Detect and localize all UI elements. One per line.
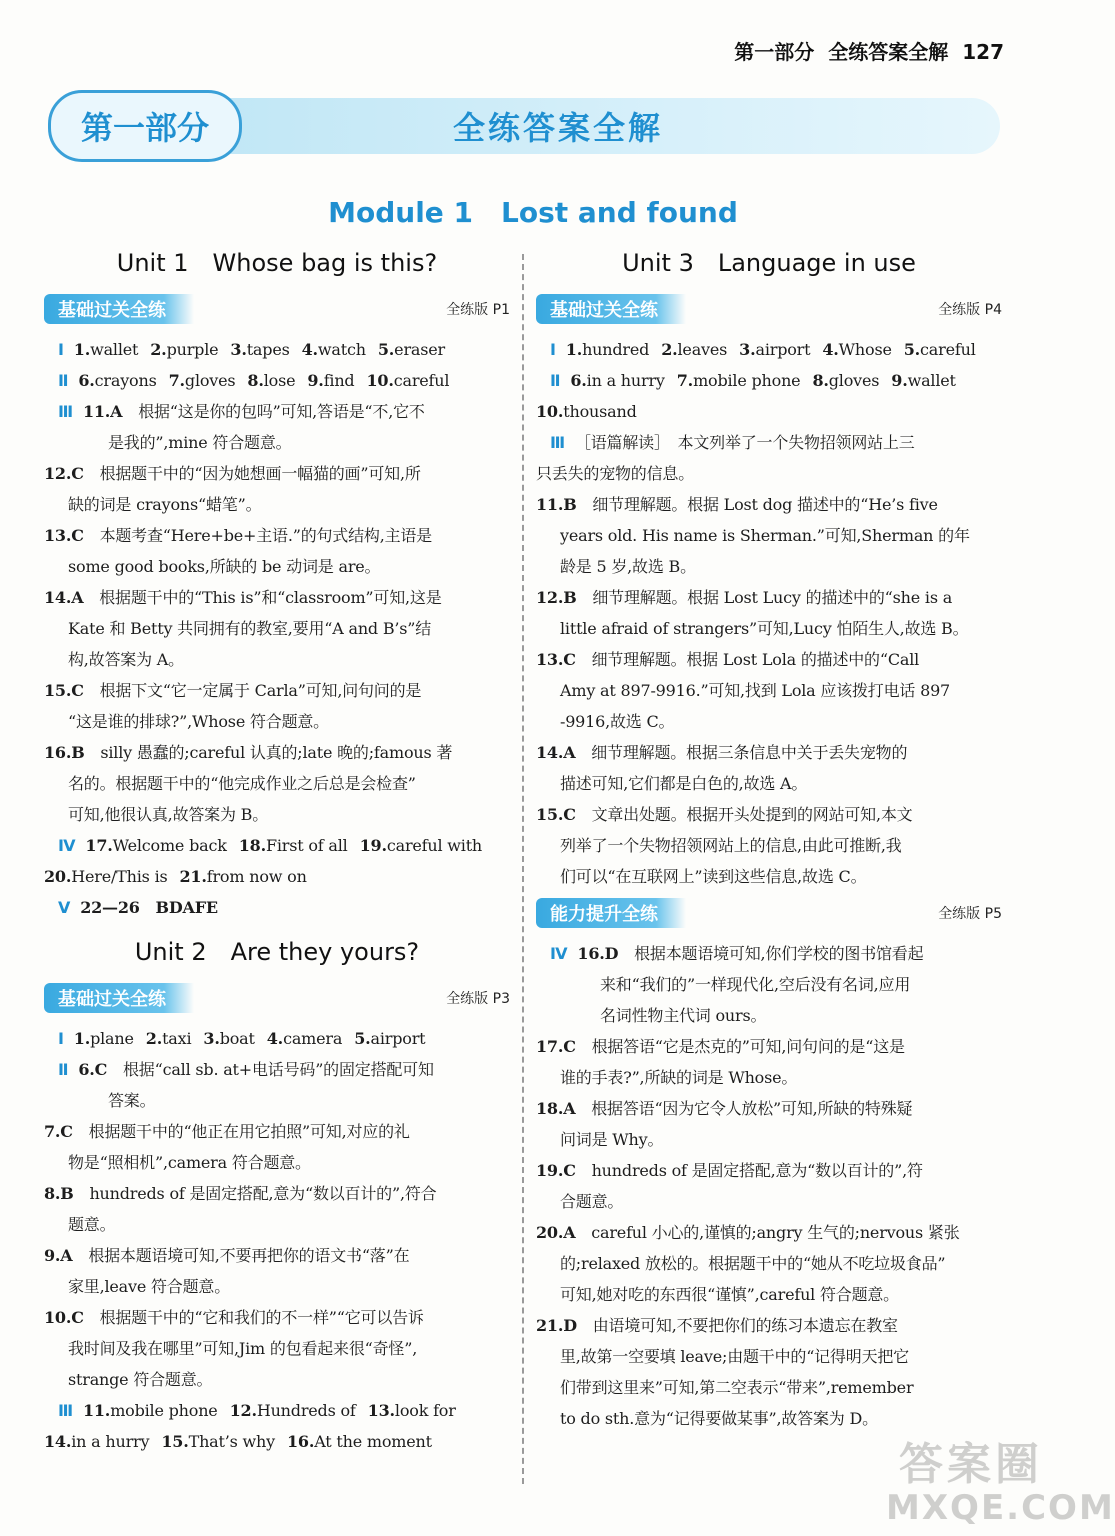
answer-line — [44, 1147, 510, 1178]
answer-text: 13.C 本题考查“Here+be+主语.”的句式结构,主语是 — [44, 526, 432, 545]
answer-line — [536, 1217, 1002, 1248]
answer-line — [44, 396, 510, 427]
answer-line — [536, 520, 1002, 551]
answer-text: 17.C 根据答语“它是杰克的”可知,问句问的是“这是 — [536, 1037, 905, 1056]
answer-text: 22—26 BDAFE — [80, 898, 218, 917]
answer-line — [536, 1372, 1002, 1403]
answer-text: 题意。 — [68, 1215, 116, 1234]
answer-line — [44, 1240, 510, 1271]
section-tag: 基础过关全练 — [536, 294, 686, 324]
answer-line — [536, 675, 1002, 706]
module-label: Module 1 — [328, 196, 474, 229]
answer-text: little afraid of strangers”可知,Lucy 怕陌生人,故选 B。 — [560, 619, 969, 638]
page-number: 127 — [962, 40, 1004, 64]
answer-line — [536, 1403, 1002, 1434]
unit2-heading — [44, 933, 510, 971]
answer-line — [536, 1031, 1002, 1062]
answer-text: 来和“我们的”一样现代化,空后没有名词,应用 — [600, 975, 911, 994]
answer-line — [44, 1178, 510, 1209]
module-name: Lost and found — [501, 196, 738, 229]
answer-text: 16.B silly 愚蠢的;careful 认真的;late 晚的;famous 著 — [44, 743, 453, 762]
roman-numeral: Ⅴ — [58, 898, 71, 917]
answer-text: 17.Welcome back 18.First of all 19.careful with — [85, 836, 483, 855]
answer-line — [536, 861, 1002, 892]
answer-line — [44, 613, 510, 644]
answer-line — [44, 861, 510, 892]
answer-text: 10.C 根据题干中的“它和我们的不一样”“它可以告诉 — [44, 1308, 424, 1327]
answer-line — [44, 1116, 510, 1147]
answer-text: 8.B hundreds of 是固定搭配,意为“数以百计的”,符合 — [44, 1184, 437, 1203]
unit2-number: Unit 2 — [134, 938, 207, 966]
unit1-section-header — [44, 294, 510, 324]
unit1-heading — [44, 244, 510, 282]
roman-numeral: Ⅱ — [58, 371, 69, 390]
answer-text: Kate 和 Betty 共同拥有的教室,要用“A and B’s”结 — [68, 619, 432, 638]
answer-text: 18.A 根据答语“因为它令人放松”可知,所缺的特殊疑 — [536, 1099, 913, 1118]
answer-text: 9.A 根据本题语境可知,不要再把你的语文书“落”在 — [44, 1246, 410, 1265]
answer-line — [536, 799, 1002, 830]
answer-text: 里,故第一空要填 leave;由题干中的“记得明天把它 — [560, 1347, 909, 1366]
roman-numeral: Ⅰ — [550, 340, 556, 359]
answer-text: to do sth.意为“记得要做某事”,故答案为 D。 — [560, 1409, 878, 1428]
answer-text: 们可以“在互联网上”读到这些信息,故选 C。 — [560, 867, 867, 886]
answer-line — [44, 1023, 510, 1054]
answer-line — [536, 396, 1002, 427]
answer-line — [536, 737, 1002, 768]
answer-text: 物是“照相机”,camera 符合题意。 — [68, 1153, 311, 1172]
section-page-ref: 全练版 P4 — [938, 302, 1002, 318]
answer-text: 名的。根据题干中的“他完成作业之后总是会检查” — [68, 774, 416, 793]
answer-line — [44, 1426, 510, 1457]
answer-line — [44, 365, 510, 396]
answer-line — [536, 1186, 1002, 1217]
answer-text: 20.Here/This is 21.from now on — [44, 867, 307, 886]
roman-numeral: Ⅲ — [550, 433, 565, 452]
answer-line — [44, 1209, 510, 1240]
answer-line — [44, 489, 510, 520]
roman-numeral: Ⅰ — [58, 340, 64, 359]
answer-line — [44, 1302, 510, 1333]
answer-text: 11.A 根据“这是你的包吗”可知,答语是“不,它不 — [82, 402, 425, 421]
answer-text: 13.C 细节理解题。根据 Lost Lola 的描述中的“Call — [536, 650, 920, 669]
answer-line — [44, 1085, 510, 1116]
answer-text: 缺的词是 crayons“蜡笔”。 — [68, 495, 262, 514]
answer-text: 6.in a hurry 7.mobile phone 8.gloves 9.wallet — [570, 371, 956, 390]
unit3-answers — [536, 334, 1002, 892]
answer-text: “这是谁的排球?”,Whose 符合题意。 — [68, 712, 329, 731]
answer-line — [536, 1000, 1002, 1031]
answer-text: 11.B 细节理解题。根据 Lost dog 描述中的“He’s five — [536, 495, 938, 514]
answer-line — [44, 427, 510, 458]
answer-text: 14.A 根据题干中的“This is”和“classroom”可知,这是 — [44, 588, 442, 607]
answer-line — [536, 644, 1002, 675]
running-header — [720, 36, 1004, 65]
answer-text: 列举了一个失物招领网站上的信息,由此可推断,我 — [560, 836, 902, 855]
roman-numeral: Ⅰ — [58, 1029, 64, 1048]
answer-line — [44, 644, 510, 675]
answer-line — [44, 582, 510, 613]
answer-line — [44, 1333, 510, 1364]
answer-text: 6.crayons 7.gloves 8.lose 9.find 10.careful — [78, 371, 450, 390]
answer-text: 21.D 由语境可知,不要把你们的练习本遗忘在教室 — [536, 1316, 898, 1335]
answer-line — [536, 1093, 1002, 1124]
answer-text: ［语篇解读］ 本文列举了一个失物招领网站上三 — [574, 433, 915, 452]
answer-text: -9916,故选 C。 — [560, 712, 675, 731]
answer-text: 15.C 根据下文“它一定属于 Carla”可知,问句问的是 — [44, 681, 422, 700]
answer-text: 家里,leave 符合题意。 — [68, 1277, 231, 1296]
answer-line — [44, 799, 510, 830]
answer-line — [536, 489, 1002, 520]
left-column — [44, 244, 510, 1457]
roman-numeral: Ⅲ — [58, 402, 73, 421]
answer-text: 我时间及我在哪里”可知,Jim 的包看起来很“奇怪”, — [68, 1339, 418, 1358]
answer-line — [44, 675, 510, 706]
answer-line — [536, 1310, 1002, 1341]
answer-text: 20.A careful 小心的,谨慎的;angry 生气的;nervous 紧张 — [536, 1223, 960, 1242]
section-tag: 能力提升全练 — [536, 898, 686, 928]
answer-text: 15.C 文章出处题。根据开头处提到的网站可知,本文 — [536, 805, 913, 824]
answer-text: 构,故答案为 A。 — [68, 650, 184, 669]
answer-line — [44, 1271, 510, 1302]
answer-line — [536, 1279, 1002, 1310]
watermark-logo — [886, 1439, 1115, 1530]
answer-line — [536, 1248, 1002, 1279]
unit1-answers — [44, 334, 510, 923]
answer-text: 11.mobile phone 12.Hundreds of 13.look for — [82, 1401, 456, 1420]
answer-line — [536, 969, 1002, 1000]
answer-line — [536, 365, 1002, 396]
answer-line — [44, 706, 510, 737]
answer-text: 19.C hundreds of 是固定搭配,意为“数以百计的”,符 — [536, 1161, 923, 1180]
unit3-section2-header — [536, 898, 1002, 928]
section-tag: 基础过关全练 — [44, 983, 194, 1013]
banner-title: 全练答案全解 — [452, 109, 663, 147]
answer-line — [536, 582, 1002, 613]
section-page-ref: 全练版 P5 — [938, 906, 1002, 922]
unit3-number: Unit 3 — [622, 249, 694, 277]
answer-line — [44, 1054, 510, 1085]
unit2-section-header — [44, 983, 510, 1013]
answer-text: strange 符合题意。 — [68, 1370, 213, 1389]
module-title — [0, 196, 1066, 229]
answer-text: years old. His name is Sherman.”可知,Sherman 的年 — [560, 526, 970, 545]
unit3-title: Language in use — [717, 249, 916, 277]
roman-numeral: Ⅳ — [58, 836, 76, 855]
answer-text: 12.B 细节理解题。根据 Lost Lucy 的描述中的“she is a — [536, 588, 953, 607]
running-header-title: 全练答案全解 — [828, 40, 949, 64]
unit2-answers — [44, 1023, 510, 1457]
watermark-text: 答案圈 — [899, 1439, 1043, 1490]
section-page-ref: 全练版 P1 — [446, 302, 510, 318]
answer-line — [536, 1341, 1002, 1372]
answer-text: 们带到这里来”可知,第二空表示“带来”,remember — [560, 1378, 914, 1397]
answer-text: 12.C 根据题干中的“因为她想画一幅猫的画”可知,所 — [44, 464, 421, 483]
answer-line — [536, 938, 1002, 969]
right-column — [536, 244, 1002, 1434]
answer-line — [44, 1395, 510, 1426]
answer-line — [536, 768, 1002, 799]
answer-line — [536, 334, 1002, 365]
answer-line — [536, 427, 1002, 458]
answer-text: Amy at 897-9916.”可知,找到 Lola 应该拨打电话 897 — [560, 681, 951, 700]
answer-text: 名词性物主代词 ours。 — [600, 1006, 767, 1025]
answer-text: 是我的”,mine 符合题意。 — [108, 433, 292, 452]
answer-text: 问词是 Why。 — [560, 1130, 664, 1149]
answer-text: 14.in a hurry 15.That’s why 16.At the moment — [44, 1432, 432, 1451]
answer-text: 的;relaxed 放松的。根据题干中的“她从不吃垃圾食品” — [560, 1254, 946, 1273]
answer-line — [44, 334, 510, 365]
answer-line — [536, 1155, 1002, 1186]
watermark-url: MXQE.COM — [886, 1488, 1115, 1528]
answer-text: 1.wallet 2.purple 3.tapes 4.watch 5.eraser — [73, 340, 445, 359]
answer-text: 合题意。 — [560, 1192, 624, 1211]
answer-line — [44, 520, 510, 551]
answer-text: 答案。 — [108, 1091, 156, 1110]
answer-text: 14.A 细节理解题。根据三条信息中关于丢失宠物的 — [536, 743, 908, 762]
section-tag: 基础过关全练 — [44, 294, 194, 324]
unit1-title: Whose bag is this? — [212, 249, 438, 277]
roman-numeral: Ⅲ — [58, 1401, 73, 1420]
answer-text: 1.plane 2.taxi 3.boat 4.camera 5.airport — [73, 1029, 426, 1048]
answer-text: 谁的手表?”,所缺的词是 Whose。 — [560, 1068, 798, 1087]
unit1-number: Unit 1 — [116, 249, 189, 277]
answer-line — [536, 1062, 1002, 1093]
roman-numeral: Ⅳ — [550, 944, 568, 963]
answer-text: 16.D 根据本题语境可知,你们学校的图书馆看起 — [577, 944, 924, 963]
answer-line — [44, 458, 510, 489]
answer-text: 描述可知,它们都是白色的,故选 A。 — [560, 774, 808, 793]
answer-text: 可知,她对吃的东西很“谨慎”,careful 符合题意。 — [560, 1285, 899, 1304]
answer-line — [44, 737, 510, 768]
unit3-heading — [536, 244, 1002, 282]
running-header-section: 第一部分 — [734, 40, 815, 64]
answer-line — [536, 613, 1002, 644]
answer-line — [44, 1364, 510, 1395]
roman-numeral: Ⅱ — [58, 1060, 69, 1079]
section-banner — [48, 90, 1000, 162]
answer-line — [536, 551, 1002, 582]
roman-numeral: Ⅱ — [550, 371, 561, 390]
answer-text: 只丢失的宠物的信息。 — [536, 464, 695, 483]
answer-line — [44, 551, 510, 582]
answer-line — [536, 1124, 1002, 1155]
answer-text: 可知,他很认真,故答案为 B。 — [68, 805, 269, 824]
unit3-section-header — [536, 294, 1002, 324]
answer-text: 龄是 5 岁,故选 B。 — [560, 557, 696, 576]
unit3-extension-answers — [536, 938, 1002, 1434]
answer-text: 6.C 根据“call sb. at+电话号码”的固定搭配可知 — [78, 1060, 434, 1079]
answer-line — [44, 830, 510, 861]
answer-line — [536, 706, 1002, 737]
unit2-title: Are they yours? — [230, 938, 420, 966]
answer-text: 7.C 根据题干中的“他正在用它拍照”可知,对应的礼 — [44, 1122, 410, 1141]
answer-line — [536, 458, 1002, 489]
answer-line — [44, 768, 510, 799]
answer-text: 1.hundred 2.leaves 3.airport 4.Whose 5.careful — [565, 340, 976, 359]
banner-part-label: 第一部分 — [48, 90, 242, 162]
answer-text: 10.thousand — [536, 402, 637, 421]
column-divider — [522, 254, 524, 1484]
answer-line — [536, 830, 1002, 861]
answer-line — [44, 892, 510, 923]
answer-text: some good books,所缺的 be 动词是 are。 — [68, 557, 381, 576]
section-page-ref: 全练版 P3 — [446, 991, 510, 1007]
